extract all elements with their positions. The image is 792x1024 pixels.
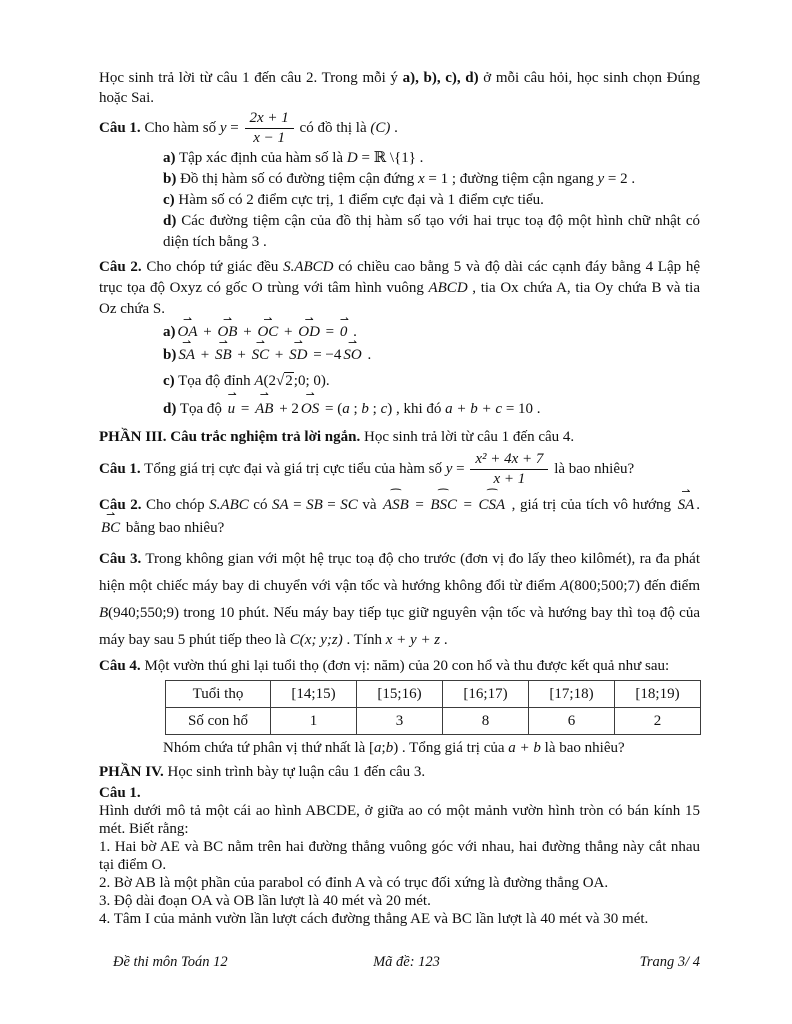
fraction: $\frac{\text{x² + 4x + 7}}{x + 1}$ [468, 451, 550, 489]
value-cell: [15;16) [357, 681, 443, 708]
value-cell: [17;18) [529, 681, 615, 708]
vector-notation: OA ⇀ [178, 322, 198, 343]
vector-notation: SO ⇀ [343, 345, 361, 366]
vector-notation: SA ⇀ [178, 345, 195, 366]
vector-notation: OD ⇀ [298, 322, 320, 343]
value-cell: 6 [529, 708, 615, 735]
footer-exam-code: Mã đề: 123 [373, 954, 440, 970]
q2-item-c: c) Tọa độ đỉnh A(2√2;0; 0). [163, 369, 700, 393]
pond-description: Hình dưới mô tả một cái ao hình ABCDE, ở giữa ao có một mảnh vườn hình tròn có bán kính 15 mét. Biết rằng: [99, 803, 700, 837]
q1-item-a: a) Tập xác định của hàm số là D = ℝ \{1} . [163, 149, 424, 166]
vector-notation: SB ⇀ [215, 345, 232, 366]
part2-question-1: Câu 1. Cho hàm số y = $\frac{2x + 1}{x - 1}$ có đồ thị là (C) . [99, 110, 398, 147]
angle-hat-notation: BSC ⌢ [430, 494, 457, 517]
vector-notation: u ⇀ [228, 397, 236, 421]
page-footer [99, 954, 700, 971]
value-cell: [16;17) [443, 681, 529, 708]
table-row [166, 681, 701, 708]
doc-blocks [99, 68, 700, 928]
vector-notation: OC ⇀ [257, 322, 278, 343]
part4-question-1-label: Câu 1. [99, 785, 141, 801]
q2-item-b: b) SA ⇀ + SB ⇀ + SC ⇀ + SD ⇀ = −4 SO ⇀ . [163, 345, 700, 366]
condition-1: 1. Hai bờ AE và BC nằm trên hai đường thẳng vuông góc với nhau, hai đường thẳng này cắt nhau tại điểm O. [99, 839, 700, 873]
footer-page-number: Trang 3/ 4 [639, 954, 701, 970]
footer-exam-title: Đề thi môn Toán 12 [113, 954, 228, 970]
row-header-cell: Tuổi thọ [166, 681, 271, 708]
part2-question-2: Câu 2. Cho chóp tứ giác đều S.ABCD có chiều cao bằng 5 và độ dài các cạnh đáy bằng 4 Lập hệ trục tọa độ Oxyz có gốc O trùng với tâm hình vuông ABCD , tia Ox chứa A, tia Oy chứa B và tia Oz chứa S. [99, 258, 700, 317]
vector-notation: BC ⇀ [101, 517, 120, 540]
part4-heading: PHẦN IV. Học sinh trình bày tự luận câu 1 đến câu 3. [99, 764, 426, 780]
condition-4: 4. Tâm I của mảnh vườn lần lượt cách đường thẳng AE và BC lần lượt là 40 mét và 30 mét. [99, 911, 649, 927]
fraction: $\frac{2x + 1}{x - 1}$ [243, 110, 296, 148]
vector-notation: 0 ⇀ [340, 322, 348, 343]
q1-item-b: b) Đồ thị hàm số có đường tiệm cận đứng x = 1 ; đường tiệm cận ngang y = 2 . [163, 170, 636, 187]
q2-item-a: a) OA ⇀ + OB ⇀ + OC ⇀ + OD ⇀ = 0 ⇀ . [163, 322, 700, 343]
part3-question-3: Câu 3. Trong không gian với một hệ trục toạ độ cho trước (đơn vị đo lấy theo kilômét), ra đa phát hiện một chiếc máy bay di chuyển với vận tốc và hướng không đổi từ điểm A(800;500;7) đến điểm B(940;550;9) trong 10 phút. Nếu máy bay tiếp tục giữ nguyên vận tốc và hướng bay thì toạ độ của máy bay sau 5 phút tiếp theo là C(x; y;z) . Tính x + y + z . [99, 551, 700, 648]
part3-question-1: Câu 1. Tổng giá trị cực đại và giá trị cực tiểu của hàm số y = $\frac{\text{x² + 4x + 7}}{x + 1}$ là bao nhiêu? [99, 450, 635, 487]
condition-3: 3. Độ dài đoạn OA và OB lần lượt là 40 mét và 20 mét. [99, 893, 431, 909]
vector-notation: OB ⇀ [217, 322, 237, 343]
square-root: √2 [276, 372, 293, 389]
part3-question-4: Câu 4. Một vườn thú ghi lại tuổi thọ (đơn vị: năm) của 20 con hổ và thu được kết quả như sau: [99, 658, 670, 674]
q1-item-d: d) Các đường tiệm cận của đồ thị hàm số tạo với hai trục toạ độ một hình chữ nhật có diện tích bằng 3 . [163, 212, 700, 250]
table-caption-question: Nhóm chứa tứ phân vị thứ nhất là [a;b) . Tổng giá trị của a + b là bao nhiêu? [163, 740, 625, 756]
value-cell: 3 [357, 708, 443, 735]
angle-hat-notation: ASB ⌢ [383, 494, 409, 517]
value-cell: [18;19) [615, 681, 701, 708]
vector-notation: AB ⇀ [255, 397, 273, 421]
vector-notation: SA ⇀ [678, 494, 695, 517]
intro-instruction: Học sinh trả lời từ câu 1 đến câu 2. Trong mỗi ý a), b), c), d) ở mỗi câu hỏi, học sinh chọn Đúng hoặc Sai. [99, 70, 700, 106]
q1-item-c: c) Hàm số có 2 điểm cực trị, 1 điểm cực đại và 1 điểm cực tiểu. [163, 191, 544, 208]
part3-heading: PHẦN III. Câu trắc nghiệm trả lời ngắn. Học sinh trả lời từ câu 1 đến câu 4. [99, 428, 575, 445]
angle-hat-notation: CSA ⌢ [479, 494, 506, 517]
vector-notation: SC ⇀ [252, 345, 270, 366]
tiger-age-table [165, 680, 701, 735]
table-row [166, 708, 701, 735]
vector-notation: OS ⇀ [301, 397, 319, 421]
vector-notation: SD ⇀ [289, 345, 307, 366]
part3-question-2: Câu 2. Cho chóp S.ABC có SA = SB = SC và ASB ⌢ = BSC ⌢ = CSA ⌢ , giá trị của tích vô hướng SA ⇀ .BC ⇀ bằng bao nhiêu? [99, 494, 700, 540]
row-header-cell: Số con hổ [166, 708, 271, 735]
value-cell: [14;15) [271, 681, 357, 708]
value-cell: 8 [443, 708, 529, 735]
value-cell: 1 [271, 708, 357, 735]
q2-item-d: d) Tọa độ u ⇀ = AB ⇀ + 2 OS ⇀ = (a ; b ; c) , khi đó a + b + c = 10 . [163, 397, 700, 421]
condition-2: 2. Bờ AB là một phần của parabol có đỉnh A và có trục đối xứng là đường thẳng OA. [99, 875, 609, 891]
value-cell: 2 [615, 708, 701, 735]
